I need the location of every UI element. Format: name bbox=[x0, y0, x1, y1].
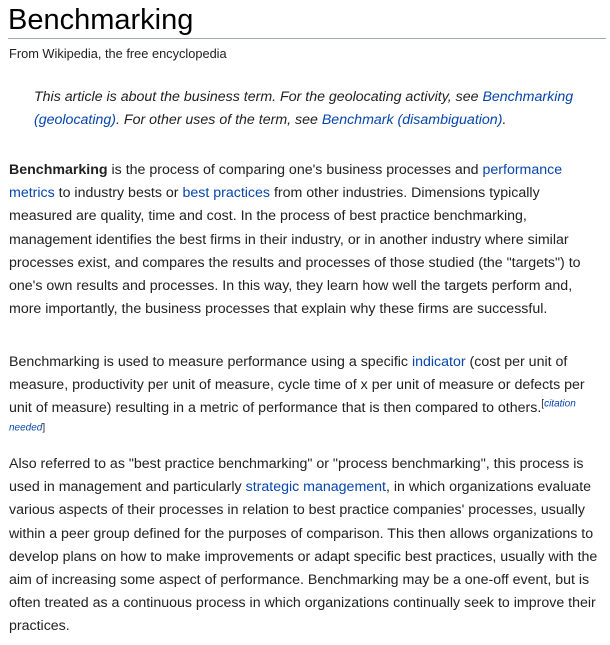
para2-text-2: (cost per unit of measure, productivity per unit of measure, cycle time of x per unit of measure or defects per unit of measure) resulting in a metric of performance that is then compared to others. bbox=[9, 354, 585, 417]
hatnote bbox=[34, 86, 594, 132]
link-strategic-management[interactable]: strategic management bbox=[245, 479, 386, 496]
link-best-practices[interactable]: best practices bbox=[182, 185, 270, 202]
hatnote-text-1: This article is about the business term. For the geolocating activity, see bbox=[34, 89, 483, 105]
paragraph-process-benchmarking bbox=[9, 453, 606, 639]
citation-needed-text: citation needed bbox=[9, 398, 576, 433]
bold-term: Benchmarking bbox=[9, 162, 108, 178]
para2-text-1: Benchmarking is used to measure performance using a specific bbox=[9, 354, 412, 370]
paragraph-measurement bbox=[9, 351, 606, 444]
page-title: Benchmarking bbox=[8, 2, 606, 39]
paragraph-intro bbox=[9, 159, 606, 321]
hatnote-text-2: . For other uses of the term, see bbox=[116, 112, 322, 129]
link-benchmark-disambiguation[interactable]: Benchmark (disambiguation) bbox=[321, 112, 503, 129]
site-tagline: From Wikipedia, the free encyclopedia bbox=[9, 46, 227, 61]
link-performance-metrics[interactable]: performance metrics bbox=[9, 162, 563, 202]
link-benchmarking-geolocating[interactable]: Benchmarking (geolocating) bbox=[34, 89, 574, 129]
hatnote-text-3: . bbox=[502, 112, 507, 129]
para1-text-3: from other industries. Dimensions typically measured are quality, time and cost. In the process of best practice benchmarking, management identifies the best firms in their industry, or in another industry where similar processes exist, and compares the results and processes of those studied (the "targets") to one's own results and processes. In this way, they learn how well the targets perform and, more importantly, the business processes that explain why these firms are successful. bbox=[9, 185, 581, 318]
cite-close-bracket: ] bbox=[42, 421, 46, 433]
cite-open-bracket: [ bbox=[541, 398, 545, 410]
para1-text-2: to industry bests or bbox=[54, 185, 183, 202]
para3-text-2: , in which organizations evaluate various aspects of their processes in relation to best practice companies' processes, usually within a peer group defined for the purposes of comparison. This then allows organizations to develop plans on how to make improvements or adapt specific best practices, usually with the aim of increasing some aspect of performance. Benchmarking may be a one-off event, but is often treated as a continuous process in which organizations continually seek to improve their practices. bbox=[9, 479, 598, 635]
link-indicator[interactable]: indicator bbox=[411, 354, 466, 370]
para3-text-1: Also referred to as "best practice benchmarking" or "process benchmarking", this process is used in management and particularly bbox=[9, 456, 584, 496]
para1-text-1: is the process of comparing one's business processes and bbox=[107, 162, 483, 178]
